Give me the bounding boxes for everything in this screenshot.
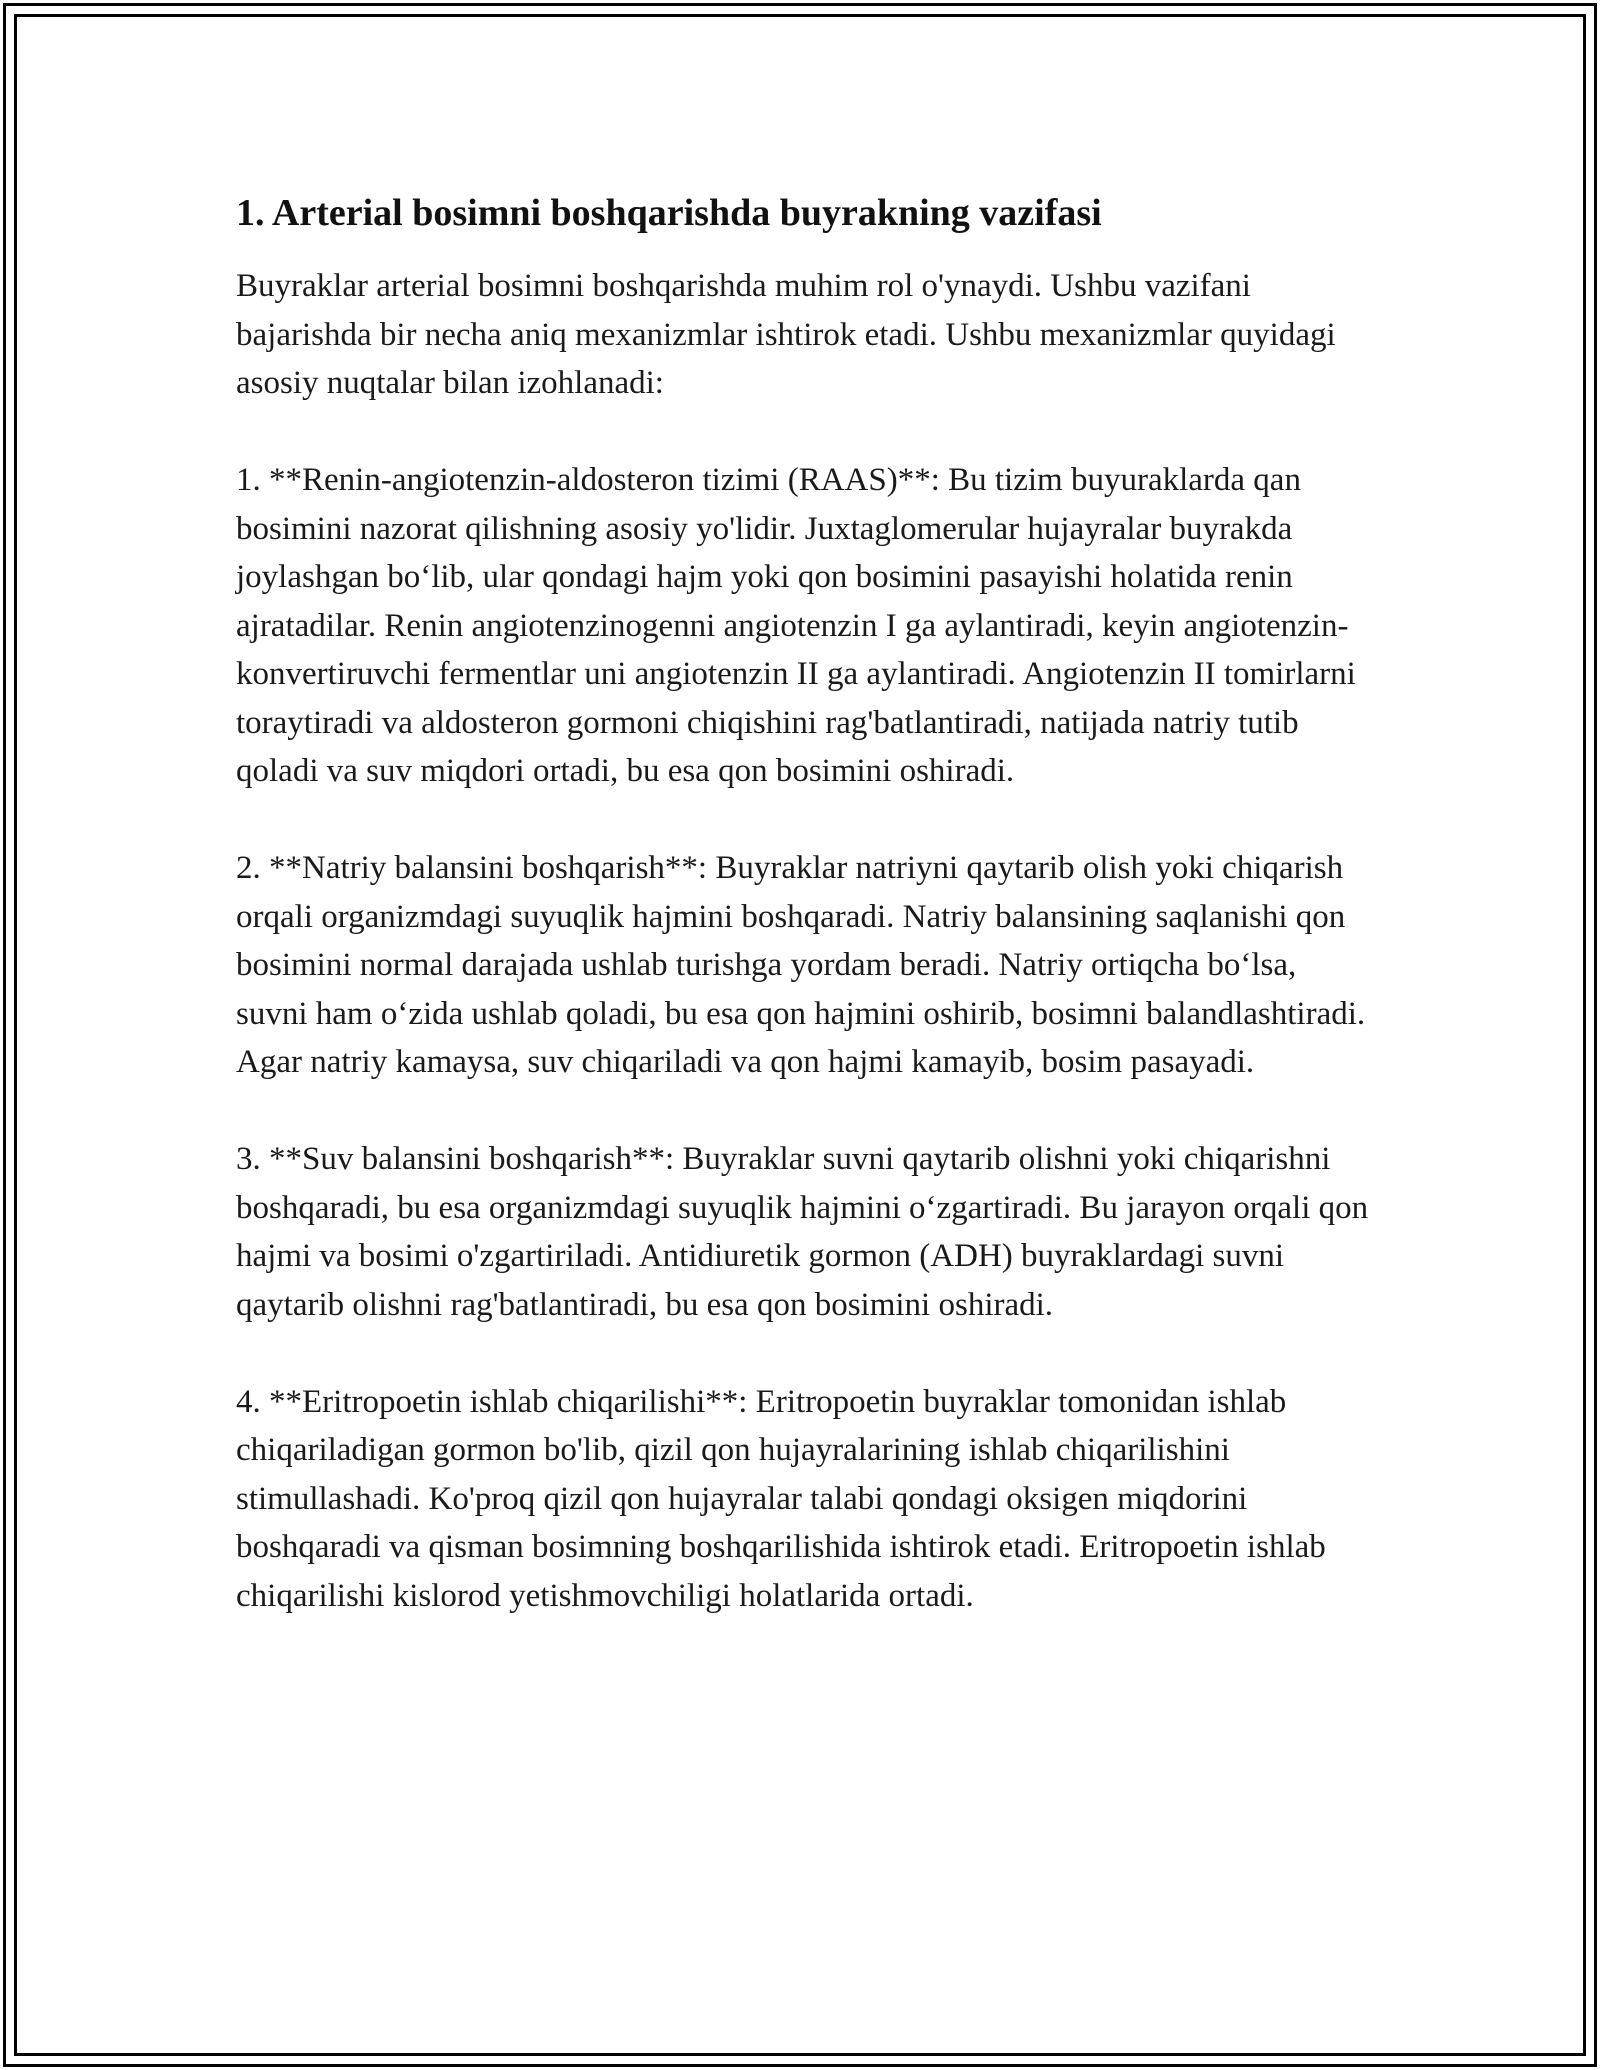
document-body bbox=[236, 186, 1376, 1669]
paragraph-sodium-balance: 2. **Natriy balansini boshqarish**: Buyraklar natriyni qaytarib olish yoki chiqarish orqali organizmdagi suyuqlik hajmini boshqaradi. Natriy balansining saqlanishi qon bosimini normal darajada ushlab turishga yordam beradi. Natriy ortiqcha bo‘lsa, suvni ham o‘zida ushlab qoladi, bu esa qon hajmini oshirib, bosimni balandlashtiradi. Agar natriy kamaysa, suv chiqariladi va qon hajmi kamayib, bosim pasayadi. bbox=[236, 850, 1366, 1080]
section-title: 1. Arterial bosimni boshqarishda buyrakning vazifasi bbox=[236, 192, 1102, 234]
paragraph-raas: 1. **Renin-angiotenzin-aldosteron tizimi (RAAS)**: Bu tizim buyuraklarda qan bosimini nazorat qilishning asosiy yo'lidir. Juxtaglomerular hujayralar buyrakda joylashgan bo‘lib, ular qondagi hajm yoki qon bosimini pasayishi holatida renin ajratadilar. Renin angiotenzinogenni angiotenzin I ga aylantiradi, keyin angiotenzin-konvertiruvchi fermentlar uni angiotenzin II ga aylantiradi. Angiotenzin II tomirlarni toraytiradi va aldosteron gormoni chiqishini rag'batlantiradi, natijada natriy tutib qoladi va suv miqdori ortadi, bu esa qon bosimini oshiradi. bbox=[236, 462, 1356, 789]
paragraph-water-balance: 3. **Suv balansini boshqarish**: Buyraklar suvni qaytarib olishni yoki chiqarishni boshqaradi, bu esa organizmdagi suyuqlik hajmini o‘zgartiradi. Bu jarayon orqali qon hajmi va bosimi o'zgartiriladi. Antidiuretik gormon (ADH) buyraklardagi suvni qaytarib olishni rag'batlantiradi, bu esa qon bosimini oshiradi. bbox=[236, 1141, 1369, 1323]
paragraph-erythropoietin: 4. **Eritropoetin ishlab chiqarilishi**: Eritropoetin buyraklar tomonidan ishlab chiqariladigan gormon bo'lib, qizil qon hujayralarining ishlab chiqarilishini stimullashadi. Ko'proq qizil qon hujayralar talabi qondagi oksigen miqdorini boshqaradi va qisman bosimning boshqarilishida ishtirok etadi. Eritropoetin ishlab chiqarilishi kislorod yetishmovchiligi holatlarida ortadi. bbox=[236, 1383, 1326, 1614]
intro-paragraph: Buyraklar arterial bosimni boshqarishda muhim rol o'ynaydi. Ushbu vazifani bajarishda bir necha aniq mexanizmlar ishtirok etadi. Ushbu mexanizmlar quyidagi asosiy nuqtalar bilan izohlanadi: bbox=[236, 268, 1336, 401]
